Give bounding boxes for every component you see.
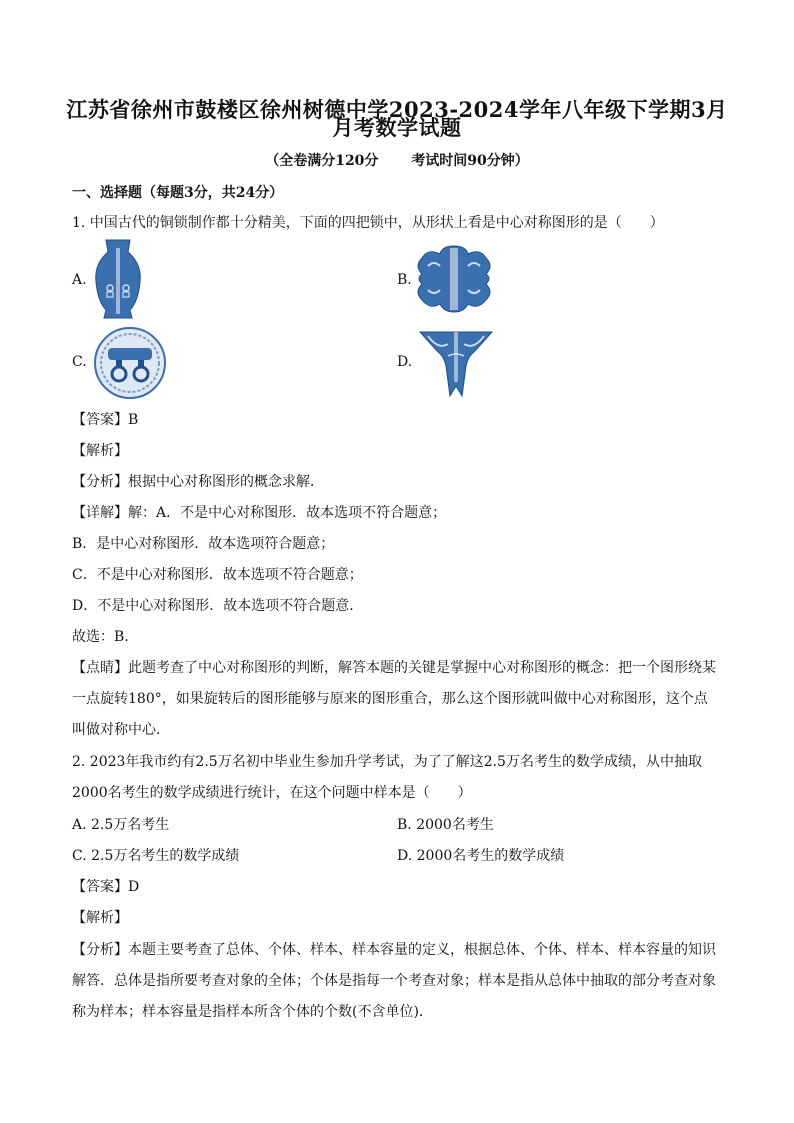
q1-line-c: C．不是中心对称图形．故本选项不符合题意； [72,567,363,583]
q2-stem-2: 2000名考生的数学成绩进行统计，在这个问题中样本是（ ） [72,785,472,801]
exam-info [60,150,734,170]
q1-answer: 【答案】B [72,412,139,428]
doc-title-line1: 江苏省徐州市鼓楼区徐州树德中学2023-2024学年八年级下学期3月 [66,97,728,122]
q1-xiangjie: 【详解】解：A．不是中心对称图形．故本选项不符合题意； [72,505,447,521]
q1-dianjing-3: 叫做对称中心． [72,722,170,738]
q1-line-b: B．是中心对称图形．故本选项符合题意； [72,536,335,552]
q1-guxuan: 故选：B． [72,629,139,645]
triangle-lock-icon [418,326,494,398]
q2-fenxi-2: 解答．总体是指所要考查对象的全体；个体是指每一个考查对象；样本是指从总体中抽取的部分考查对象 [72,973,716,989]
q1-line-d: D．不是中心对称图形．故本选项不符合题意． [72,598,364,614]
cloud-lock-icon [414,242,494,314]
doc-title-line2: 月考数学试题 [332,115,462,140]
section-heading: 一、选择题（每题3分，共24分） [72,185,284,201]
q1-dianjing-1: 【点睛】此题考查了中心对称图形的判断，解答本题的关键是掌握中心对称图形的概念：把一个图形绕某 [72,660,716,676]
vase-lock-icon [92,238,144,320]
q2-option-a: A. 2.5万名考生 [72,817,170,833]
q2-option-b: B. 2000名考生 [397,817,494,833]
q2-option-d: D. 2000名考生的数学成绩 [397,848,565,864]
q2-analysis-heading: 【解析】 [72,910,128,926]
q1-analysis-heading: 【解析】 [72,443,128,459]
q1-dianjing-2: 一点旋转180°，如果旋转后的图形能够与原来的图形重合，那么这个图形就叫做中心对称图形，这个点 [72,691,708,707]
q2-answer: 【答案】D [72,879,140,895]
round-lock-icon [92,326,168,400]
q2-fenxi-1: 【分析】本题主要考查了总体、个体、样本、样本容量的定义，根据总体、个体、样本、样本容量的知识 [72,942,716,958]
q2-stem-1: 2. 2023年我市约有2.5万名初中毕业生参加升学考试，为了了解这2.5万名考生的数学成绩，从中抽取 [72,754,702,770]
q1-option-b-label: B. [397,272,412,288]
q1-stem: 1. 中国古代的铜锁制作都十分精美，下面的四把锁中，从形状上看是中心对称图形的是（ ） [72,215,664,231]
q1-fenxi: 【分析】根据中心对称图形的概念求解． [72,474,324,490]
q2-fenxi-3: 称为样本；样本容量是指样本所含个体的个数(不含单位)． [72,1004,433,1020]
exam-score: （全卷满分120分 [265,153,379,169]
q1-option-a-label: A. [72,272,87,288]
exam-time: 考试时间90分钟） [411,153,529,169]
q1-option-c-label: C. [72,354,87,370]
q1-option-d-label: D. [397,354,413,370]
q2-option-c: C. 2.5万名考生的数学成绩 [72,848,240,864]
